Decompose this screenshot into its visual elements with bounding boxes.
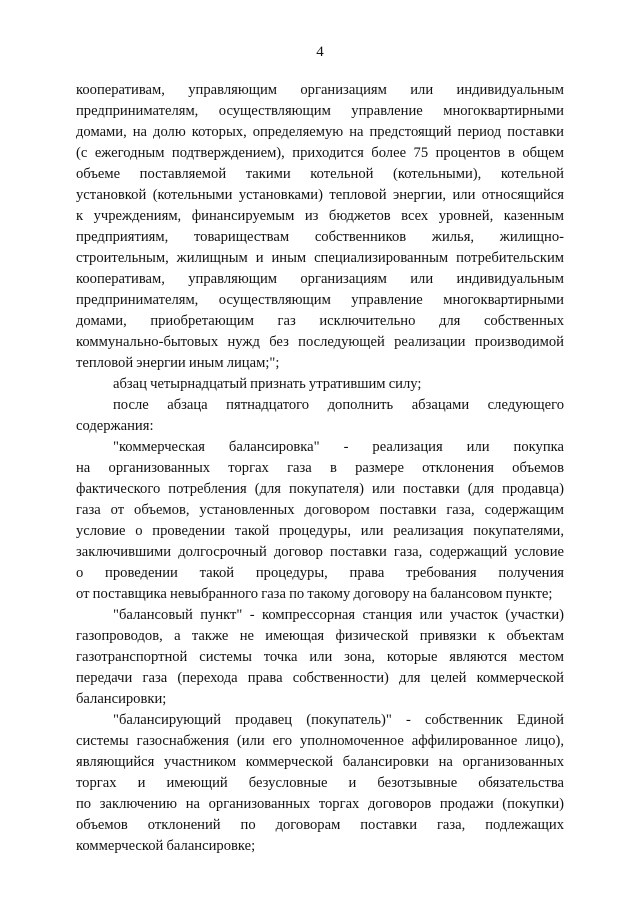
text-line: предпринимателям, осуществляющим управление многоквартирными bbox=[76, 103, 564, 119]
text-line: предпринимателям, осуществляющим управление многоквартирными bbox=[76, 292, 564, 308]
text-line: о проведении такой процедуры, права требования получения bbox=[76, 565, 564, 581]
text-line: коммунально-бытовых нужд без последующей реализации производимой bbox=[76, 334, 564, 350]
text-line: объемов отклонений по договорам поставки газа, подлежащих bbox=[76, 817, 564, 833]
text-line: "балансирующий продавец (покупатель)" - собственник Единой bbox=[113, 712, 564, 728]
text-line: являющийся участником коммерческой балансировки на организованных bbox=[76, 754, 564, 770]
text-line: торгах и имеющий безусловные и безотзывные обязательства bbox=[76, 775, 564, 791]
text-line: газопроводов, а также не имеющая физической привязки к объектам bbox=[76, 628, 564, 644]
text-line: газотранспортной системы точка или зона, которые являются местом bbox=[76, 649, 564, 665]
text-line: от поставщика невыбранного газа по такому договору на балансовом пункте; bbox=[76, 586, 553, 602]
text-line: содержания: bbox=[76, 418, 154, 434]
text-line: к учреждениям, финансируемым из бюджетов всех уровней, казенным bbox=[76, 208, 564, 224]
text-line: объеме поставляемой такими котельной (котельными), котельной bbox=[76, 166, 564, 182]
text-line: кооперативам, управляющим организациям или индивидуальным bbox=[76, 82, 564, 98]
text-line: передачи газа (перехода права собственности) для целей коммерческой bbox=[76, 670, 564, 686]
page-number: 4 bbox=[316, 44, 324, 60]
text-line: "балансовый пункт" - компрессорная станция или участок (участки) bbox=[113, 607, 564, 623]
text-line: установкой (котельными установками) тепловой энергии, или относящийся bbox=[76, 187, 564, 203]
text-line: на организованных торгах газа в размере отклонения объемов bbox=[76, 460, 564, 476]
text-line: (с ежегодным подтверждением), приходится более 75 процентов в общем bbox=[76, 145, 564, 161]
text-line: системы газоснабжения (или его уполномоченное аффилированное лицо), bbox=[76, 733, 564, 749]
text-line: домами, приобретающим газ исключительно для собственных bbox=[76, 313, 564, 329]
text-line: домами, на долю которых, определяемую на предстоящий период поставки bbox=[76, 124, 564, 140]
text-line: газа от объемов, установленных договором поставки газа, содержащим bbox=[76, 502, 564, 518]
text-line: балансировки; bbox=[76, 691, 167, 707]
text-line: коммерческой балансировке; bbox=[76, 838, 256, 854]
text-line: предприятиям, товариществам собственников жилья, жилищно- bbox=[76, 229, 564, 245]
text-line: абзац четырнадцатый признать утратившим силу; bbox=[113, 376, 422, 392]
text-line: после абзаца пятнадцатого дополнить абзацами следующего bbox=[113, 397, 564, 413]
text-line: тепловой энергии иным лицам;"; bbox=[76, 355, 280, 371]
text-line: условие о проведении такой процедуры, или реализация покупателями, bbox=[76, 523, 564, 539]
text-line: кооперативам, управляющим организациям или индивидуальным bbox=[76, 271, 564, 287]
text-line: "коммерческая балансировка" - реализация или покупка bbox=[113, 439, 564, 455]
text-line: заключившими долгосрочный договор поставки газа, содержащий условие bbox=[76, 544, 564, 560]
text-line: фактического потребления (для покупателя) или поставки (для продавца) bbox=[76, 481, 564, 497]
document-body bbox=[76, 80, 564, 857]
text-line: по заключению на организованных торгах договоров продажи (покупки) bbox=[76, 796, 564, 812]
text-line: строительным, жилищным и иным специализированным потребительским bbox=[76, 250, 564, 266]
